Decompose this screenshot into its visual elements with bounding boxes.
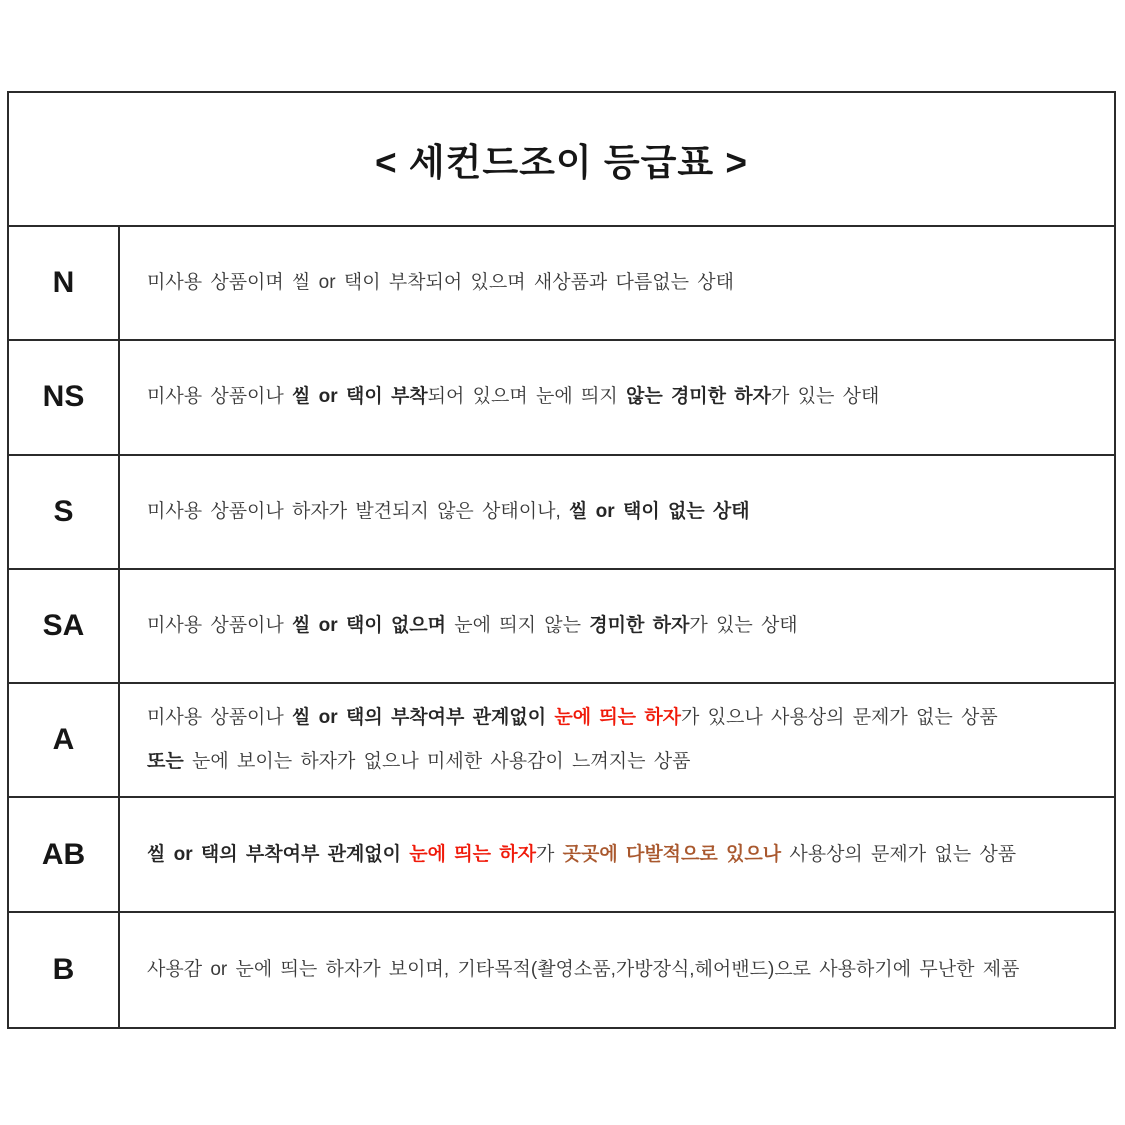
table-row — [9, 684, 1114, 798]
grade-label: NS — [9, 341, 120, 453]
description-segment: 미사용 상품이나 — [147, 386, 293, 408]
description-segment: 가 있으나 사용상의 문제가 없는 상품 — [681, 707, 998, 729]
description-line — [147, 833, 1102, 877]
description-segment: 씰 or 택의 부착여부 관계없이 — [292, 707, 555, 729]
description-segment: 씰 or 택이 부착 — [292, 386, 428, 408]
description-segment: 씰 or 택이 없는 상태 — [569, 500, 750, 522]
table-row — [9, 798, 1114, 912]
description-segment: 또는 — [147, 751, 184, 773]
description-segment: 사용상의 문제가 없는 상품 — [781, 843, 1017, 865]
grade-description — [120, 456, 1114, 568]
description-segment: 미사용 상품이나 — [147, 614, 293, 636]
description-segment: 눈에 보이는 하자가 없으나 미세한 사용감이 느껴지는 상품 — [183, 751, 691, 773]
description-line — [147, 740, 1102, 784]
description-segment: 씰 or 택의 부착여부 관계없이 — [147, 843, 410, 865]
grade-rows — [9, 227, 1114, 1027]
description-segment: 씰 or 택이 없으며 — [292, 614, 447, 636]
description-line — [147, 696, 1102, 740]
grade-description — [120, 798, 1114, 910]
grade-description — [120, 684, 1114, 796]
description-segment: 눈에 띄지 않는 — [446, 614, 590, 636]
grade-label: N — [9, 227, 120, 339]
description-line — [147, 948, 1102, 992]
table-title: < 세컨드조이 등급표 > — [375, 142, 748, 183]
grade-table — [7, 91, 1116, 1029]
description-segment: 되어 있으며 눈에 띄지 — [427, 386, 626, 408]
grade-description — [120, 913, 1114, 1027]
grade-description — [120, 570, 1114, 682]
description-line — [147, 604, 1102, 648]
description-line — [147, 490, 1102, 534]
grade-label: AB — [9, 798, 120, 910]
description-segment: 미사용 상품이며 씰 or 택이 부착되어 있으며 새상품과 다름없는 상태 — [147, 272, 734, 294]
table-row — [9, 456, 1114, 570]
description-segment: 가 있는 상태 — [689, 614, 798, 636]
description-segment: 경미한 하자 — [589, 614, 690, 636]
description-segment-brown: 곳곳에 다발적으로 있으나 — [562, 843, 782, 865]
grade-label: SA — [9, 570, 120, 682]
description-line — [147, 261, 1102, 305]
description-segment: 미사용 상품이나 — [147, 707, 293, 729]
table-row — [9, 913, 1114, 1027]
table-row — [9, 227, 1114, 341]
grade-label: A — [9, 684, 120, 796]
description-line — [147, 375, 1102, 419]
description-segment-red: 눈에 띄는 하자 — [409, 843, 536, 865]
table-row — [9, 341, 1114, 455]
table-title-row — [9, 93, 1114, 227]
description-segment: 않는 경미한 하자 — [625, 386, 772, 408]
grade-label: B — [9, 913, 120, 1027]
grade-label: S — [9, 456, 120, 568]
grade-description — [120, 341, 1114, 453]
description-segment-red: 눈에 띄는 하자 — [554, 707, 682, 729]
description-segment: 가 — [535, 843, 563, 865]
description-segment: 사용감 or 눈에 띄는 하자가 보이며, 기타목적(촬영소품,가방장식,헤어밴드)으로 사용하기에 무난한 제품 — [147, 958, 1020, 980]
description-segment: 가 있는 상태 — [771, 386, 880, 408]
table-row — [9, 570, 1114, 684]
description-segment: 미사용 상품이나 하자가 발견되지 않은 상태이나, — [147, 500, 570, 522]
grade-description — [120, 227, 1114, 339]
